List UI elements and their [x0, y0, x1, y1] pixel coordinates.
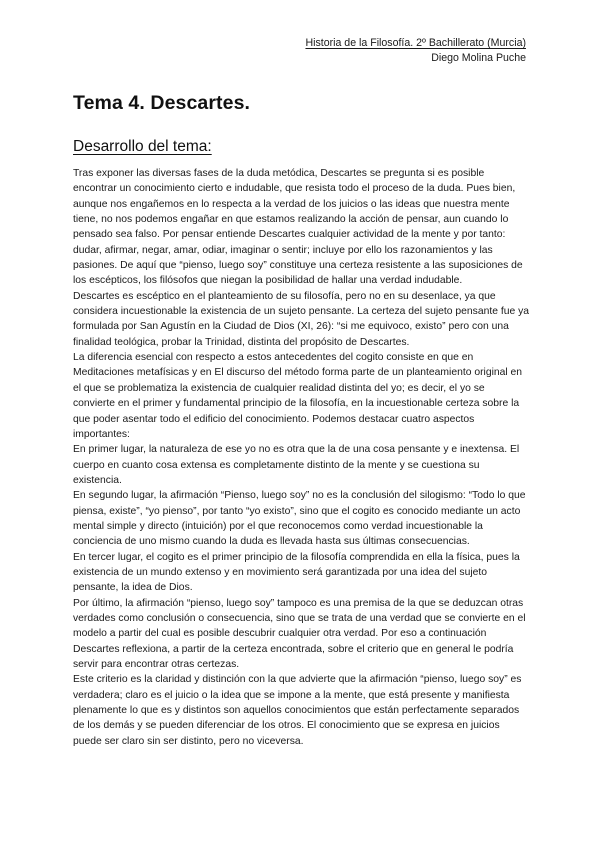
page-header: [305, 36, 526, 66]
paragraph-first-aspect: En primer lugar, la naturaleza de ese yo no es otra que la de una cosa pensante y e inextensa. El cuerpo en cuanto cosa extensa es completamente distinto de la mente y se cuestiona su existencia.: [73, 444, 520, 486]
paragraph-fourth-aspect: Por último, la afirmación “pienso, luego soy” tampoco es una premisa de la que se deduzcan otras verdades como conclusión o consecuencia, sino que se trata de una verdad que se convierte en el modelo a partir del cual es posible descubrir cualquier otra verdad. Por eso a continuación Descartes reflexiona, a partir de la certeza encontrada, sobre el criterio que en general le podría servir para encontrar otras certezas.: [73, 597, 526, 670]
document-body: [73, 166, 529, 749]
document-title: Tema 4. Descartes.: [73, 92, 251, 114]
paragraph-criterion: Este criterio es la claridad y distinción con la que advierte que la afirmación “pienso, luego soy” es verdadera; claro es el juicio o la idea que se impone a la mente, que está presente y manifiesta plenamente lo que es y distintos son aquellos conocimientos que están perfectamente separados de los demás y se pueden diferenciar de los otros. El conocimiento que se expresa en juicios puede ser claro sin ser distinto, pero no viceversa.: [73, 674, 522, 747]
paragraph-skepticism: Descartes es escéptico en el planteamiento de su filosofía, pero no en su desenlace, ya que considera incuestionable la existencia de un sujeto pensante. La certeza del sujeto pensante fue ya formulada por San Agustín en la Ciudad de Dios (XI, 26): “si me equivoco, existo” pero con una finalidad teológica, probar la Trinidad, distinta del propósito de Descartes.: [73, 290, 530, 348]
section-heading: Desarrollo del tema:: [73, 138, 212, 155]
paragraph-second-aspect: En segundo lugar, la afirmación “Pienso, luego soy” no es la conclusión del silogismo: “Todo lo que piensa, existe”, “yo pienso”, por tanto “yo existo”, sino que el cogito es conocido mediante un acto mental simple y directo (intuición) por el que reconocemos como verdad incuestionable la conciencia de uno mismo cuando la duda es llevada hasta sus últimas consecuencias.: [73, 490, 526, 548]
paragraph-difference: La diferencia esencial con respecto a estos antecedentes del cogito consiste en que en Meditaciones metafísicas y en El discurso del método forma parte de un planteamiento original en el que se problematiza la existencia de cualquier realidad distinta del yo; es decir, el yo se convierte en el primer y fundamental principio de la filosofía, en la incuestionable certeza sobre la que poder asentar todo el edificio del conocimiento. Podemos destacar cuatro aspectos importantes:: [73, 352, 523, 440]
paragraph-third-aspect: En tercer lugar, el cogito es el primer principio de la filosofía comprendida en ella la física, pues la existencia de un mundo extenso y en movimiento será garantizada por una idea del sujeto pensante, la idea de Dios.: [73, 551, 520, 594]
header-author: Diego Molina Puche: [431, 52, 526, 64]
paragraph-intro: Tras exponer las diversas fases de la duda metódica, Descartes se pregunta si es posible encontrar un conocimiento cierto e indudable, que resista todo el proceso de la duda. Pues bien, aunque nos engañemos en lo respecta a la verdad de los juicios o las ideas que nuestra mente tiene, no nos podemos engañar en que estamos realizando la acción de pensar, aun cuando lo pensado sea falso. Por pensar entiende Descartes cualquier actividad de la mente y por tanto: dudar, afirmar, negar, amar, odiar, imaginar o sentir; incluye por ello los razonamientos y las pasiones. De aquí que “pienso, luego soy” constituye una certeza resistente a las suposiciones de los escépticos, los filósofos que niegan la posibilidad de hallar una verdad indudable.: [73, 168, 523, 287]
header-course: Historia de la Filosofía. 2º Bachillerato (Murcia): [305, 37, 526, 49]
